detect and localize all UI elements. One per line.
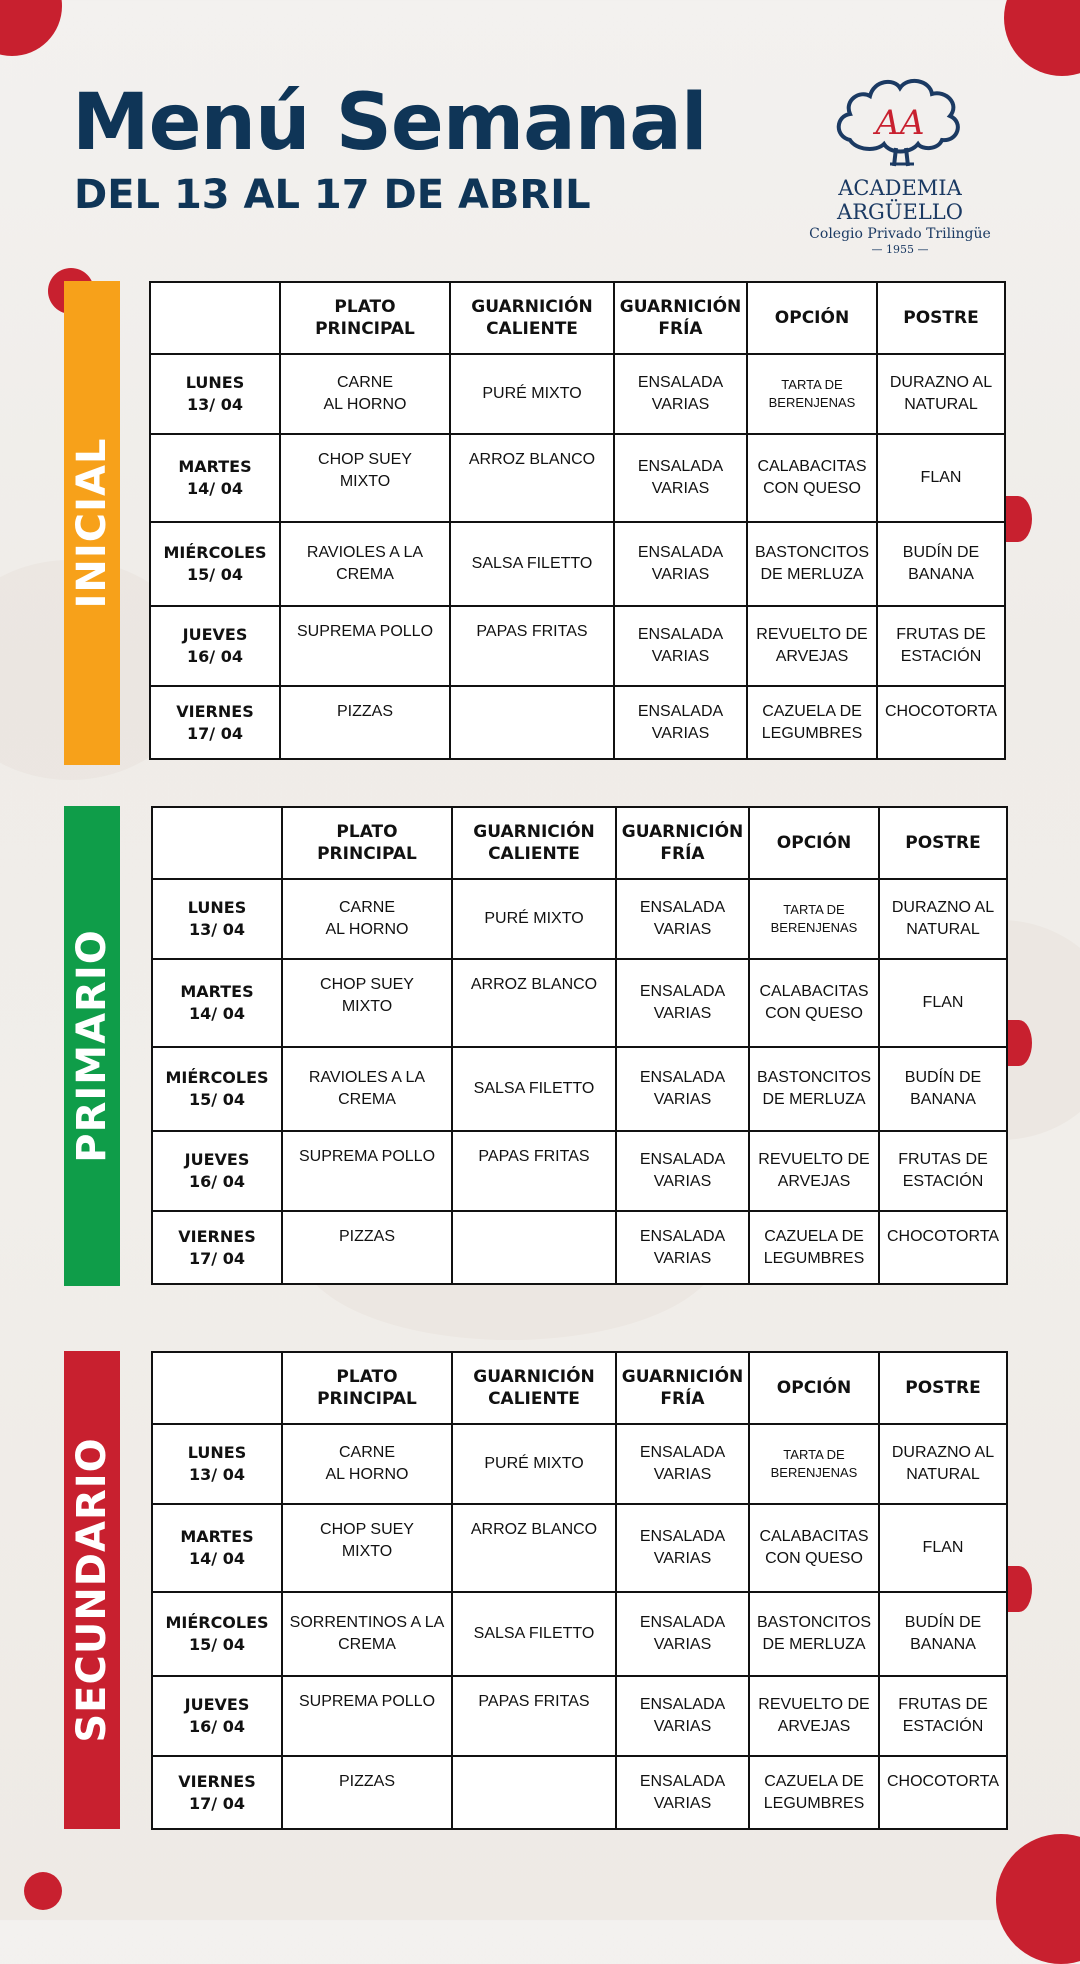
cold-side-cell: ENSALADA VARIAS [614, 434, 747, 522]
column-header: POSTRE [877, 282, 1005, 354]
table-row [150, 354, 1005, 434]
decor-circle [1004, 0, 1080, 76]
dessert-cell: DURAZNO AL NATURAL [877, 354, 1005, 434]
dessert-cell: BUDÍN DE BANANA [879, 1592, 1007, 1676]
option-cell: REVUELTO DE ARVEJAS [749, 1131, 879, 1211]
table-row [152, 1592, 1007, 1676]
cold-side-cell: ENSALADA VARIAS [616, 879, 749, 959]
monogram-text: AA [875, 103, 925, 143]
decor-circle [1004, 496, 1032, 542]
decor-circle [1006, 1020, 1032, 1066]
hot-side-cell: ARROZ BLANCO [450, 434, 614, 522]
option-cell: TARTA DE BERENJENAS [749, 1424, 879, 1504]
dessert-cell: CHOCOTORTA [877, 686, 1005, 759]
day-cell: LUNES 13/ 04 [152, 879, 282, 959]
day-cell: MARTES 14/ 04 [152, 959, 282, 1047]
column-header: OPCIÓN [749, 807, 879, 879]
option-cell: CAZUELA DE LEGUMBRES [749, 1756, 879, 1829]
main-dish-cell: RAVIOLES A LA CREMA [282, 1047, 452, 1131]
cold-side-cell: ENSALADA VARIAS [616, 1131, 749, 1211]
hot-side-cell: PURÉ MIXTO [452, 879, 616, 959]
option-cell: TARTA DE BERENJENAS [749, 879, 879, 959]
column-header: POSTRE [879, 1352, 1007, 1424]
day-cell: JUEVES 16/ 04 [150, 606, 280, 686]
dessert-cell: FLAN [877, 434, 1005, 522]
menu-table-secundario [151, 1351, 1008, 1830]
school-logo [780, 70, 1020, 256]
dessert-cell: BUDÍN DE BANANA [877, 522, 1005, 606]
table-row [150, 606, 1005, 686]
dessert-cell: BUDÍN DE BANANA [879, 1047, 1007, 1131]
menu-table-primario [151, 806, 1008, 1285]
cold-side-cell: ENSALADA VARIAS [616, 1504, 749, 1592]
main-dish-cell: CARNE AL HORNO [282, 879, 452, 959]
table-row [152, 959, 1007, 1047]
main-dish-cell: CARNE AL HORNO [280, 354, 450, 434]
option-cell: BASTONCITOS DE MERLUZA [747, 522, 877, 606]
cold-side-cell: ENSALADA VARIAS [616, 1047, 749, 1131]
header-row [152, 1352, 1007, 1424]
table-row [152, 1756, 1007, 1829]
table-row [152, 1424, 1007, 1504]
cold-side-cell: ENSALADA VARIAS [614, 354, 747, 434]
column-header: GUARNICIÓN FRÍA [614, 282, 747, 354]
day-cell: JUEVES 16/ 04 [152, 1676, 282, 1756]
main-dish-cell: SUPREMA POLLO [280, 606, 450, 686]
day-cell: MIÉRCOLES 15/ 04 [152, 1592, 282, 1676]
level-label: INICIAL [69, 437, 115, 609]
main-dish-cell: PIZZAS [280, 686, 450, 759]
hot-side-cell: SALSA FILETTO [450, 522, 614, 606]
column-header: GUARNICIÓN FRÍA [616, 1352, 749, 1424]
header-row [152, 807, 1007, 879]
cold-side-cell: ENSALADA VARIAS [616, 1211, 749, 1284]
main-dish-cell: SUPREMA POLLO [282, 1131, 452, 1211]
main-dish-cell: RAVIOLES A LA CREMA [280, 522, 450, 606]
day-cell: LUNES 13/ 04 [150, 354, 280, 434]
hot-side-cell: PURÉ MIXTO [452, 1424, 616, 1504]
hot-side-cell: PURÉ MIXTO [450, 354, 614, 434]
main-dish-cell: SUPREMA POLLO [282, 1676, 452, 1756]
column-header: GUARNICIÓN CALIENTE [450, 282, 614, 354]
decor-circle [24, 1872, 62, 1910]
main-dish-cell: CHOP SUEY MIXTO [280, 434, 450, 522]
dessert-cell: FRUTAS DE ESTACIÓN [879, 1131, 1007, 1211]
header-corner-cell [152, 807, 282, 879]
level-label: PRIMARIO [69, 929, 115, 1163]
table-row [150, 434, 1005, 522]
header-corner-cell [152, 1352, 282, 1424]
column-header: PLATO PRINCIPAL [282, 1352, 452, 1424]
cold-side-cell: ENSALADA VARIAS [616, 1676, 749, 1756]
hot-side-cell: PAPAS FRITAS [450, 606, 614, 686]
option-cell: REVUELTO DE ARVEJAS [747, 606, 877, 686]
cold-side-cell: ENSALADA VARIAS [616, 1756, 749, 1829]
table-row [152, 1676, 1007, 1756]
option-cell: CALABACITAS CON QUESO [749, 959, 879, 1047]
level-bar-secundario [64, 1351, 120, 1829]
dessert-cell: DURAZNO AL NATURAL [879, 1424, 1007, 1504]
dessert-cell: FRUTAS DE ESTACIÓN [879, 1676, 1007, 1756]
day-cell: VIERNES 17/ 04 [150, 686, 280, 759]
table-row [152, 1131, 1007, 1211]
level-bar-primario [64, 806, 120, 1286]
hot-side-cell: PAPAS FRITAS [452, 1131, 616, 1211]
column-header: OPCIÓN [749, 1352, 879, 1424]
cold-side-cell: ENSALADA VARIAS [616, 1592, 749, 1676]
main-dish-cell: PIZZAS [282, 1756, 452, 1829]
column-header: PLATO PRINCIPAL [280, 282, 450, 354]
main-dish-cell: SORRENTINOS A LA CREMA [282, 1592, 452, 1676]
day-cell: MIÉRCOLES 15/ 04 [152, 1047, 282, 1131]
option-cell: BASTONCITOS DE MERLUZA [749, 1592, 879, 1676]
column-header: OPCIÓN [747, 282, 877, 354]
hot-side-cell [452, 1211, 616, 1284]
school-founding-year: — 1955 — [871, 243, 929, 256]
column-header: GUARNICIÓN CALIENTE [452, 807, 616, 879]
hot-side-cell: SALSA FILETTO [452, 1592, 616, 1676]
dessert-cell: DURAZNO AL NATURAL [879, 879, 1007, 959]
column-header: PLATO PRINCIPAL [282, 807, 452, 879]
level-label: SECUNDARIO [69, 1437, 115, 1743]
school-tagline: Colegio Privado Trilingüe [809, 226, 991, 242]
cold-side-cell: ENSALADA VARIAS [614, 686, 747, 759]
option-cell: REVUELTO DE ARVEJAS [749, 1676, 879, 1756]
option-cell: BASTONCITOS DE MERLUZA [749, 1047, 879, 1131]
main-dish-cell: PIZZAS [282, 1211, 452, 1284]
hot-side-cell [452, 1756, 616, 1829]
day-cell: MARTES 14/ 04 [152, 1504, 282, 1592]
hot-side-cell: SALSA FILETTO [452, 1047, 616, 1131]
day-cell: VIERNES 17/ 04 [152, 1211, 282, 1284]
option-cell: TARTA DE BERENJENAS [747, 354, 877, 434]
day-cell: VIERNES 17/ 04 [152, 1756, 282, 1829]
main-dish-cell: CHOP SUEY MIXTO [282, 959, 452, 1047]
hot-side-cell: ARROZ BLANCO [452, 1504, 616, 1592]
dessert-cell: CHOCOTORTA [879, 1756, 1007, 1829]
main-dish-cell: CHOP SUEY MIXTO [282, 1504, 452, 1592]
table-row [152, 1047, 1007, 1131]
level-bar-inicial [64, 281, 120, 765]
day-cell: MARTES 14/ 04 [150, 434, 280, 522]
cold-side-cell: ENSALADA VARIAS [614, 606, 747, 686]
header-row [150, 282, 1005, 354]
cold-side-cell: ENSALADA VARIAS [614, 522, 747, 606]
decor-circle [996, 1834, 1080, 1964]
option-cell: CALABACITAS CON QUESO [749, 1504, 879, 1592]
dessert-cell: CHOCOTORTA [879, 1211, 1007, 1284]
cold-side-cell: ENSALADA VARIAS [616, 1424, 749, 1504]
table-row [152, 1504, 1007, 1592]
cold-side-cell: ENSALADA VARIAS [616, 959, 749, 1047]
header-corner-cell [150, 282, 280, 354]
dessert-cell: FLAN [879, 1504, 1007, 1592]
date-range-subtitle: DEL 13 AL 17 DE ABRIL [74, 172, 591, 218]
main-dish-cell: CARNE AL HORNO [282, 1424, 452, 1504]
table-row [152, 879, 1007, 959]
table-row [150, 686, 1005, 759]
table-row [150, 522, 1005, 606]
option-cell: CAZUELA DE LEGUMBRES [749, 1211, 879, 1284]
dessert-cell: FRUTAS DE ESTACIÓN [877, 606, 1005, 686]
day-cell: MIÉRCOLES 15/ 04 [150, 522, 280, 606]
hot-side-cell: ARROZ BLANCO [452, 959, 616, 1047]
tree-monogram-icon [830, 70, 970, 170]
option-cell: CALABACITAS CON QUESO [747, 434, 877, 522]
column-header: POSTRE [879, 807, 1007, 879]
day-cell: LUNES 13/ 04 [152, 1424, 282, 1504]
day-cell: JUEVES 16/ 04 [152, 1131, 282, 1211]
menu-table-inicial [149, 281, 1006, 760]
decor-circle [1006, 1566, 1032, 1612]
column-header: GUARNICIÓN CALIENTE [452, 1352, 616, 1424]
hot-side-cell [450, 686, 614, 759]
dessert-cell: FLAN [879, 959, 1007, 1047]
column-header: GUARNICIÓN FRÍA [616, 807, 749, 879]
hot-side-cell: PAPAS FRITAS [452, 1676, 616, 1756]
option-cell: CAZUELA DE LEGUMBRES [747, 686, 877, 759]
school-name: ACADEMIA ARGÜELLO [837, 176, 963, 224]
page-title: Menú Semanal [72, 78, 707, 168]
table-row [152, 1211, 1007, 1284]
decor-circle [0, 0, 62, 56]
